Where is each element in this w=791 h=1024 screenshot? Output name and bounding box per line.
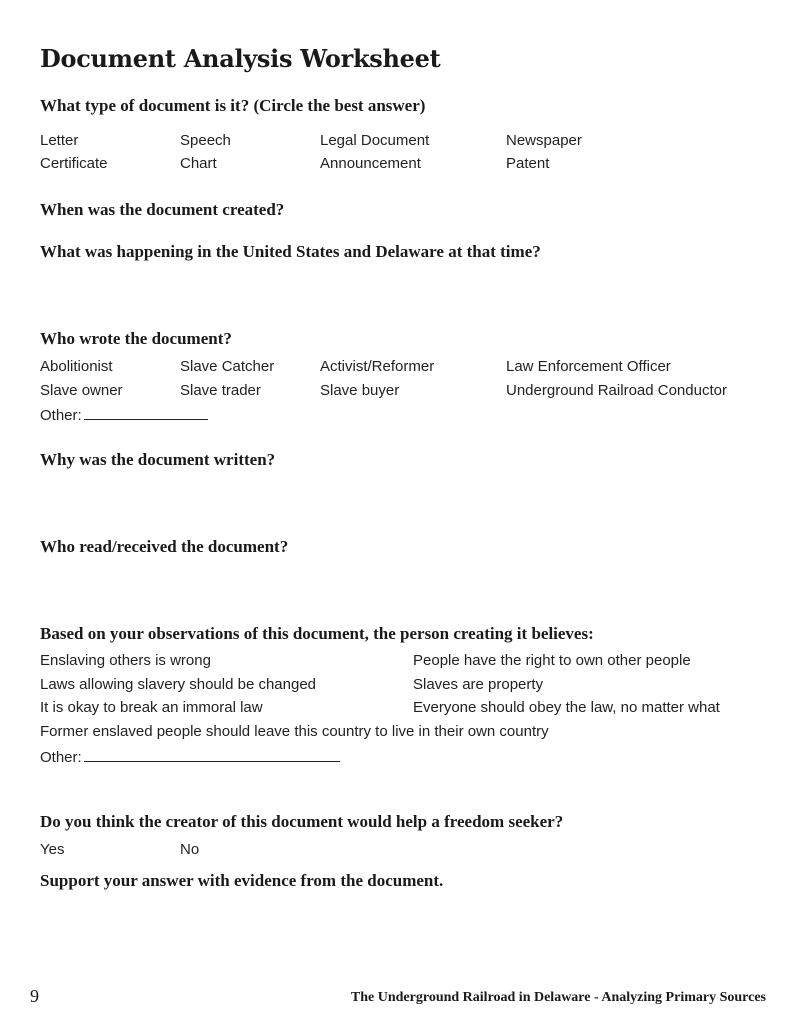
page-number: 9: [30, 986, 39, 1006]
belief-leave-the-country[interactable]: Former enslaved people should leave this country to live in their own country: [40, 723, 549, 740]
option-activist-reformer[interactable]: Activist/Reformer: [320, 358, 435, 375]
option-abolitionist[interactable]: Abolitionist: [40, 358, 113, 375]
option-newspaper[interactable]: Newspaper: [506, 132, 582, 149]
question-historical-context: What was happening in the United States and Delaware at that time?: [40, 242, 541, 261]
option-letter[interactable]: Letter: [40, 132, 79, 149]
option-slave-catcher[interactable]: Slave Catcher: [180, 358, 275, 375]
author-other-label: Other:: [40, 407, 82, 424]
instruction-support-answer: Support your answer with evidence from the document.: [40, 871, 444, 890]
belief-obey-the-law[interactable]: Everyone should obey the law, no matter what: [413, 699, 720, 716]
option-announcement[interactable]: Announcement: [320, 155, 421, 172]
option-law-enforcement-officer[interactable]: Law Enforcement Officer: [506, 358, 671, 375]
option-slave-owner[interactable]: Slave owner: [40, 382, 123, 399]
question-document-type: What type of document is it? (Circle the best answer): [40, 96, 426, 115]
question-beliefs: Based on your observations of this document, the person creating it believes:: [40, 624, 594, 643]
option-slave-buyer[interactable]: Slave buyer: [320, 382, 400, 399]
footer-title: The Underground Railroad in Delaware - Analyzing Primary Sources: [350, 990, 766, 1005]
belief-break-immoral-law[interactable]: It is okay to break an immoral law: [40, 699, 263, 716]
belief-laws-should-change[interactable]: Laws allowing slavery should be changed: [40, 676, 317, 693]
belief-slaves-are-property[interactable]: Slaves are property: [413, 676, 544, 693]
question-audience: Who read/received the document?: [40, 537, 289, 556]
option-chart[interactable]: Chart: [180, 155, 217, 172]
option-speech[interactable]: Speech: [180, 132, 231, 149]
option-no[interactable]: No: [180, 841, 200, 858]
option-yes[interactable]: Yes: [40, 841, 65, 858]
option-underground-railroad-conductor[interactable]: Underground Railroad Conductor: [506, 382, 727, 399]
belief-enslaving-wrong[interactable]: Enslaving others is wrong: [40, 652, 211, 669]
option-slave-trader[interactable]: Slave trader: [180, 382, 261, 399]
author-other-blank[interactable]: [84, 405, 208, 420]
belief-right-to-own-people[interactable]: People have the right to own other people: [413, 652, 691, 669]
option-certificate[interactable]: Certificate: [40, 155, 108, 172]
beliefs-other-label: Other:: [40, 749, 82, 766]
question-author: Who wrote the document?: [40, 329, 232, 348]
author-other-field[interactable]: [40, 405, 208, 424]
question-purpose: Why was the document written?: [40, 450, 276, 469]
beliefs-other-field[interactable]: [40, 747, 340, 766]
question-date-created: When was the document created?: [40, 200, 285, 219]
option-legal-document[interactable]: Legal Document: [320, 132, 430, 149]
option-patent[interactable]: Patent: [506, 155, 550, 172]
page-title: Document Analysis Worksheet: [40, 44, 441, 73]
question-help-freedom-seeker: Do you think the creator of this document would help a freedom seeker?: [40, 812, 564, 831]
beliefs-other-blank[interactable]: [84, 747, 340, 762]
